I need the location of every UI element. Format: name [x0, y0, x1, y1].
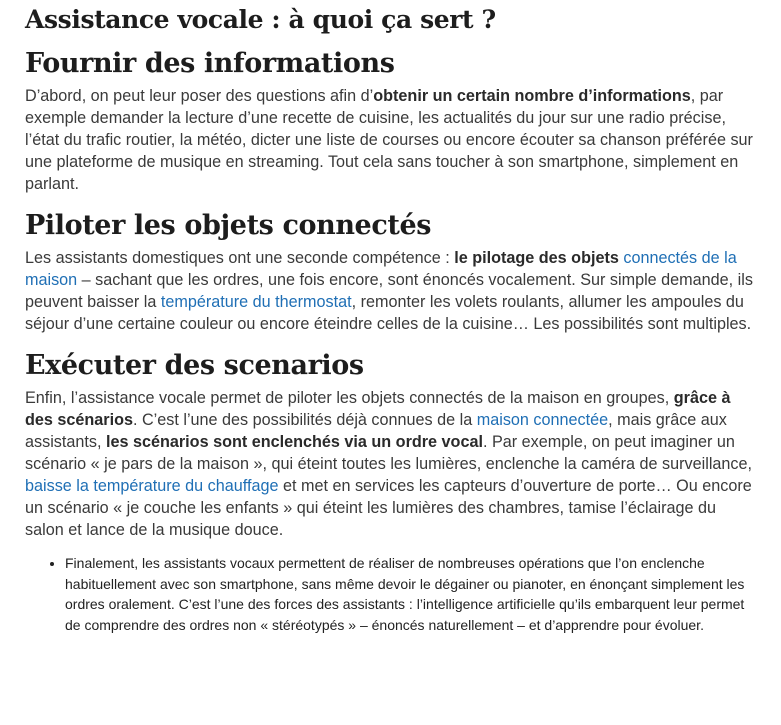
- text: . C’est l’une des possibilités déjà connues de la: [132, 411, 477, 429]
- page-title: Assistance vocale : à quoi ça sert ?: [25, 5, 496, 34]
- bullet-list: [25, 553, 756, 635]
- text: , par exemple demander la lecture d’une recette de cuisine, les actualités du jour sur une radio précise, l’état du trafic routier, la météo, dicter une liste de courses ou encore écouter sa chanson préférée sur une plateforme de musique en streaming. Tout cela sans toucher à son smartphone, simplement en parlant.: [25, 87, 753, 193]
- paragraph-scenarios: [25, 387, 756, 541]
- section-heading-scenarios: Exécuter des scenarios: [25, 350, 364, 381]
- link-maison-connectee-2[interactable]: maison connectée: [476, 411, 609, 429]
- bold-text: les scénarios sont enclenchés via un ordre vocal: [105, 433, 483, 451]
- text: Les assistants domestiques ont une seconde compétence :: [25, 249, 455, 267]
- bold-text: grâce à des scénarios: [25, 389, 731, 429]
- text: , mais grâce aux assistants,: [25, 411, 727, 451]
- bold-text: le pilotage des objets: [454, 249, 624, 267]
- text: et met en services les capteurs d’ouverture de porte… Ou encore un scénario « je couche les enfants » qui éteint les lumières des chambres, tamise l’éclairage du salon et lance de la musique douce.: [25, 477, 752, 539]
- text: D’abord, on peut leur poser des questions afin d’: [25, 87, 374, 105]
- section-heading-objets: Piloter les objets connectés: [25, 210, 432, 241]
- paragraph-informations: [25, 85, 756, 195]
- section-heading-informations: Fournir des informations: [25, 48, 395, 79]
- text: – sachant que les ordres, une fois encore, sont énoncés vocalement. Sur simple demande, ils peuvent baisser la: [25, 271, 753, 311]
- bold-text: obtenir un certain nombre d’informations: [373, 87, 691, 105]
- text: , remonter les volets roulants, allumer les ampoules du séjour d’une certaine couleur ou encore éteindre celles de la cuisine… Les possibilités sont multiples.: [25, 293, 752, 333]
- link-thermostat[interactable]: température du thermostat: [160, 293, 352, 311]
- paragraph-objets: [25, 247, 756, 335]
- link-chauffage[interactable]: baisse la température du chauffage: [25, 477, 279, 495]
- link-maison-connectee[interactable]: connectés de la maison: [25, 249, 737, 289]
- text: Enfin, l’assistance vocale permet de piloter les objets connectés de la maison en groupes,: [25, 389, 674, 407]
- text: . Par exemple, on peut imaginer un scénario « je pars de la maison », qui éteint toutes les lumières, enclenche la caméra de surveillance,: [25, 433, 753, 473]
- list-item: • Finalement, les assistants vocaux permettent de réaliser de nombreuses opérations que l’on enclenche habituellement avec son smartphone, sans même devoir le dégainer ou pianoter, en énonçant simplement les ordres oralement. C’est l’une des forces des assistants : l’intelligence artificielle qu’ils embarquent leur permet de comprendre des ordres non « stéréotypés » – énoncés naturellement – et d’apprendre pour évoluer.: [65, 553, 756, 635]
